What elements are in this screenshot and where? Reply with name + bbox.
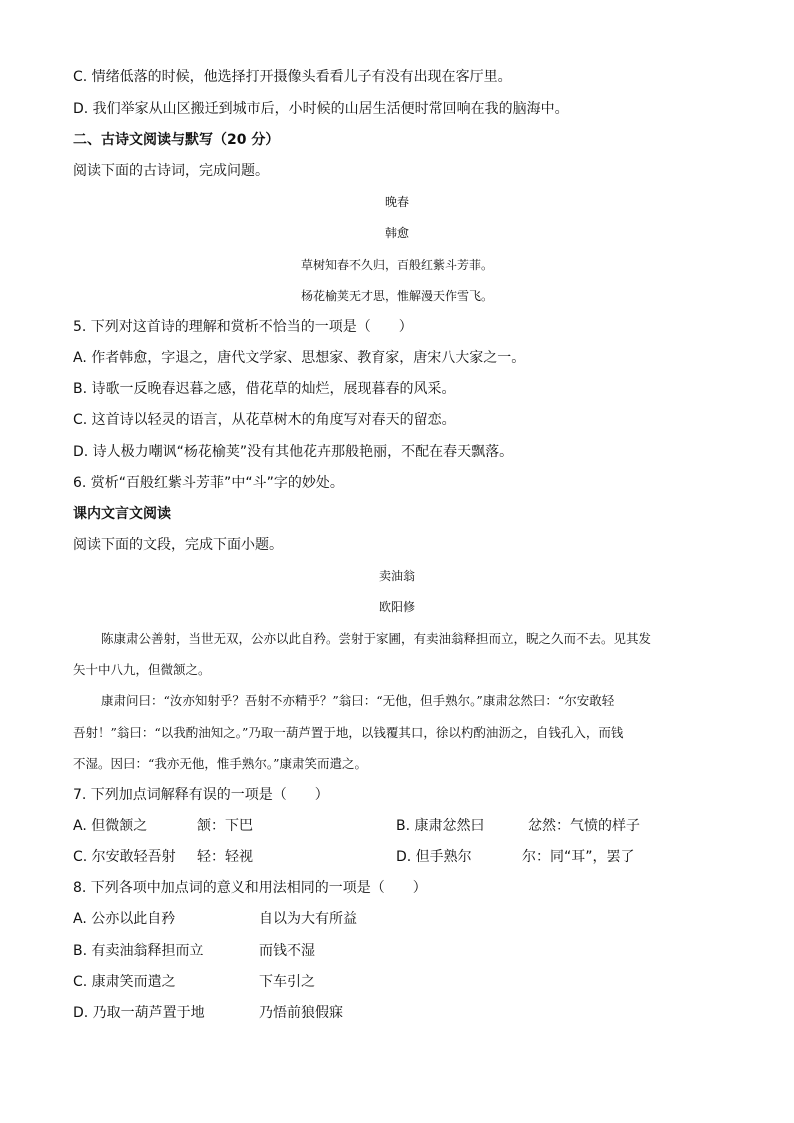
question-7-option-d: D. 但手熟尔 <box>396 849 472 865</box>
passage-line: 陈康肃公善射，当世无双，公亦以此自矜。尝射于家圃，有卖油翁释担而立，睨之久而不去。见其发 <box>101 631 652 646</box>
passage-title: 卖油翁 <box>378 569 415 583</box>
question-7-option-d-gloss: 尔：同“耳”，罢了 <box>522 849 635 865</box>
passage-line: 吾射！”翁曰：“以我酌油知之。”乃取一葫芦置于地，以钱覆其口，徐以杓酌油沥之，自钱孔入，而钱 <box>73 725 624 740</box>
option-c-text: C. 情绪低落的时候，他选择打开摄像头看看儿子有没有出现在客厅里。 <box>73 69 512 85</box>
passage-line: 不湿。因曰：“我亦无他，惟手熟尔。”康肃笑而遣之。 <box>73 756 368 771</box>
question-5-option-b: B. 诗歌一反晚春迟暮之感，借花草的灿烂，展现暮春的风采。 <box>73 381 456 397</box>
poem-line: 杨花榆荚无才思，惟解漫天作雪飞。 <box>300 289 493 303</box>
question-8-option-c-compare: 下车引之 <box>259 974 315 990</box>
question-5-option-c: C. 这首诗以轻灵的语言，从花草树木的角度写对春天的留恋。 <box>73 412 456 428</box>
passage-author: 欧阳修 <box>378 600 415 614</box>
question-8-option-a-compare: 自以为大有所益 <box>259 911 357 927</box>
question-6-stem: 6. 赏析“百般红紫斗芳菲”中“斗”字的妙处。 <box>73 475 344 491</box>
passage-line: 矢十中八九，但微颔之。 <box>73 662 211 677</box>
question-8-option-b-compare: 而钱不湿 <box>259 943 315 959</box>
section-heading: 二、古诗文阅读与默写（20 分） <box>73 132 280 148</box>
question-7-option-c-gloss: 轻：轻视 <box>197 849 253 865</box>
poem-author: 韩愈 <box>384 226 409 240</box>
question-7-option-c: C. 尔安敢轻吾射 <box>73 849 176 865</box>
question-5-stem: 5. 下列对这首诗的理解和赏析不恰当的一项是（ ） <box>73 319 413 335</box>
question-5-option-d: D. 诗人极力嘲讽“杨花榆荚”没有其他花卉那般艳丽，不配在春天飘落。 <box>73 444 514 460</box>
question-5-option-a: A. 作者韩愈，字退之，唐代文学家、思想家、教育家，唐宋八大家之一。 <box>73 350 526 366</box>
question-7-option-b-gloss: 忿然：气愤的样子 <box>528 818 640 834</box>
classical-heading: 课内文言文阅读 <box>73 506 171 522</box>
question-8-option-a: A. 公亦以此自矜 <box>73 911 176 927</box>
classical-intro: 阅读下面的文段，完成下面小题。 <box>73 537 283 553</box>
question-8-option-d: D. 乃取一葫芦置于地 <box>73 1005 205 1021</box>
question-7-option-a-gloss: 颔：下巴 <box>197 818 253 834</box>
question-8-option-b: B. 有卖油翁释担而立 <box>73 943 204 959</box>
question-8-option-c: C. 康肃笑而遣之 <box>73 974 176 990</box>
question-7-option-b: B. 康肃忿然曰 <box>396 818 485 834</box>
question-8-stem: 8. 下列各项中加点词的意义和用法相同的一项是（ ） <box>73 880 427 896</box>
passage-line: 康肃问曰：“汝亦知射乎？吾射不亦精乎？”翁曰：“无他，但手熟尔。”康肃忿然曰：“尔安敢轻 <box>101 693 615 708</box>
option-d-text: D. 我们举家从山区搬迁到城市后，小时候的山居生活便时常回响在我的脑海中。 <box>73 101 569 117</box>
question-8-option-d-compare: 乃悟前狼假寐 <box>259 1005 343 1021</box>
poem-title: 晚春 <box>384 195 409 209</box>
question-7-stem: 7. 下列加点词解释有误的一项是（ ） <box>73 787 329 803</box>
poem-line: 草树知春不久归，百般红紫斗芳菲。 <box>300 258 493 272</box>
question-7-option-a: A. 但微颔之 <box>73 818 148 834</box>
section-intro: 阅读下面的古诗词，完成问题。 <box>73 163 269 179</box>
